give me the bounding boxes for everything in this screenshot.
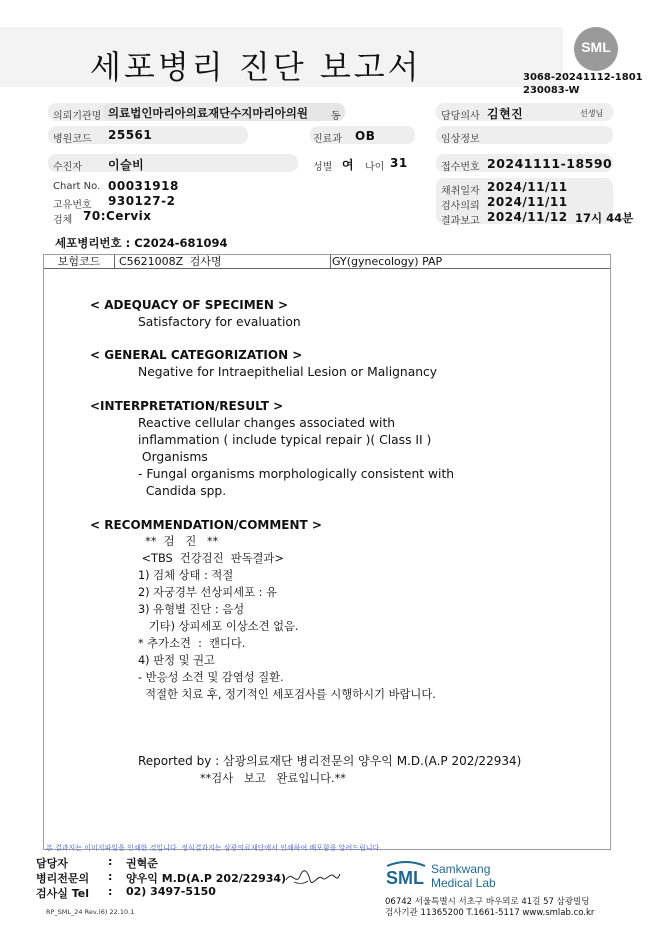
document-id-line2: 230083-W — [523, 85, 580, 96]
interpretation-heading: <INTERPRETATION/RESULT > — [90, 399, 284, 413]
recommendation-line: 2) 자궁경부 선상피세포 : 유 — [138, 586, 277, 599]
document-id — [523, 71, 643, 97]
insurance-code-label: 보험코드 — [44, 255, 115, 268]
samkwang-name — [431, 862, 496, 890]
lab-tel-label: 검사실 Tel — [36, 887, 89, 900]
lab-address: 06742 서울특별시 서초구 바우뫼로 41길 57 삼광빌딩 — [385, 897, 590, 907]
sex-value: 여 — [342, 158, 355, 172]
recommendation-line: 기타) 상피세포 이상소견 없음. — [138, 620, 299, 633]
test-name-cell — [330, 255, 610, 268]
pathologist-value: 양우익 M.D(A.P 202/22934) — [126, 872, 287, 885]
recommendation-line: - 반응성 소견 및 감염성 질환. — [138, 671, 284, 684]
pathologist-label: 병리전문의 — [36, 872, 90, 885]
staff-colon: : — [108, 855, 113, 868]
interpretation-line: inflammation ( include typical repair )( Class II ) — [138, 433, 432, 447]
insurance-code-row — [44, 255, 610, 269]
recommendation-line: 4) 판정 및 권고 — [138, 654, 215, 667]
form-id: RP_SML_24 Rev.(6) 22.10.1 — [46, 908, 135, 916]
examinee-value: 이슬비 — [108, 158, 145, 172]
recommendation-line: * 추가소견 : 캔디다. — [138, 637, 246, 650]
request-date-value: 2024/11/11 — [487, 195, 568, 209]
sml-logo-badge — [574, 27, 618, 71]
report-complete-text: **검사 보고 완료입니다.** — [200, 772, 346, 785]
receipt-no-value: 20241111-18590 — [487, 156, 613, 171]
clinical-info-label: 임상정보 — [441, 134, 480, 145]
adequacy-heading: < ADEQUACY OF SPECIMEN > — [90, 298, 289, 312]
interpretation-line: Organisms — [138, 450, 208, 464]
report-title: 세포병리 진단 보고서 — [90, 48, 422, 86]
adequacy-text: Satisfactory for evaluation — [138, 315, 301, 329]
staff-label: 담당자 — [36, 857, 68, 870]
sex-label: 성별 — [313, 162, 333, 173]
samkwang-name-line2: Medical Lab — [431, 876, 496, 890]
request-date-label: 검사의뢰 — [441, 201, 480, 212]
print-notice: 본 결과지는 이미지파일을 인쇄한 것입니다. 정식결과지는 삼광의료재단에서 인쇄하여 배포함을 알려드립니다. — [46, 844, 382, 852]
chart-no-value: 00031918 — [108, 179, 179, 193]
recommendation-line: <TBS 건강검진 판독결과> — [138, 552, 284, 565]
department-value: OB — [355, 129, 376, 143]
physician-value: 김현진 — [487, 107, 524, 121]
institution-value: 의료법인마리아의료재단수지마리아의원 — [108, 106, 308, 120]
department-label: 진료과 — [313, 134, 342, 145]
collection-date-label: 채취일자 — [441, 186, 480, 197]
collection-date-value: 2024/11/11 — [487, 180, 568, 194]
hospital-code-value: 25561 — [108, 128, 153, 142]
report-date-value: 2024/11/12 — [487, 210, 568, 224]
hospital-code-label: 병원코드 — [53, 134, 92, 145]
unique-no-value: 930127-2 — [108, 194, 176, 208]
interpretation-line: - Fungal organisms morphologically consistent with — [138, 467, 455, 481]
samkwang-logo — [385, 860, 427, 886]
specimen-value: 70:Cervix — [83, 209, 152, 223]
test-name-label: 검사명 — [189, 255, 222, 268]
insurance-code-cell — [114, 255, 331, 268]
recommendation-line: ** 검 진 ** — [138, 535, 219, 548]
recommendation-line: 적절한 치료 후, 정기적인 세포검사를 시행하시기 바랍니다. — [138, 688, 436, 701]
general-categorization-heading: < GENERAL CATEGORIZATION > — [90, 348, 303, 362]
samkwang-name-line1: Samkwang — [431, 862, 491, 876]
chart-no-label: Chart No. — [53, 181, 101, 192]
unique-no-label: 고유번호 — [53, 200, 92, 211]
age-label: 나이 — [365, 162, 385, 173]
insurance-code-value: C5621008Z — [119, 255, 184, 268]
lab-tel-colon: : — [108, 885, 113, 898]
reported-by: Reported by : 삼광의료재단 병리전문의 양우익 M.D.(A.P 202/22934) — [138, 754, 522, 768]
general-categorization-text: Negative for Intraepithelial Lesion or Malignancy — [138, 365, 438, 379]
examinee-label: 수진자 — [53, 162, 82, 173]
institution-label: 의뢰기관명 — [53, 111, 102, 122]
examinee-pill — [48, 154, 298, 172]
samkwang-logo-text: SML — [386, 868, 424, 886]
physician-suffix: 선생님 — [580, 109, 604, 118]
interpretation-line: Reactive cellular changes associated with — [138, 416, 396, 430]
pathology-number: 세포병리번호 : C2024-681094 — [55, 236, 228, 250]
lab-org-info: 검사기관 11365200 T.1661-5117 www.smlab.co.kr — [385, 908, 595, 918]
staff-value: 권혁준 — [126, 857, 158, 870]
age-value: 31 — [390, 156, 408, 170]
recommendation-heading: < RECOMMENDATION/COMMENT > — [90, 518, 322, 532]
samkwang-logo-mark — [385, 860, 427, 886]
report-date-label: 결과보고 — [441, 216, 480, 227]
interpretation-line: Candida spp. — [138, 484, 227, 498]
ward-label: 동 — [331, 111, 341, 122]
receipt-no-label: 접수번호 — [441, 162, 480, 173]
report-time-value: 17시 44분 — [575, 211, 634, 225]
lab-tel-value: 02) 3497-5150 — [126, 885, 216, 898]
recommendation-line: 1) 검체 상태 : 적절 — [138, 569, 234, 582]
specimen-label: 검체 — [53, 215, 73, 226]
document-id-line1: 3068-20241112-1801 — [523, 72, 643, 83]
test-name-value: GY(gynecology) PAP — [332, 255, 443, 268]
recommendation-line: 3) 유형별 진단 : 음성 — [138, 603, 245, 616]
pathologist-colon: : — [108, 870, 113, 883]
signature-image — [284, 866, 342, 888]
physician-label: 담당의사 — [441, 111, 480, 122]
logo-text: SML — [581, 39, 611, 55]
